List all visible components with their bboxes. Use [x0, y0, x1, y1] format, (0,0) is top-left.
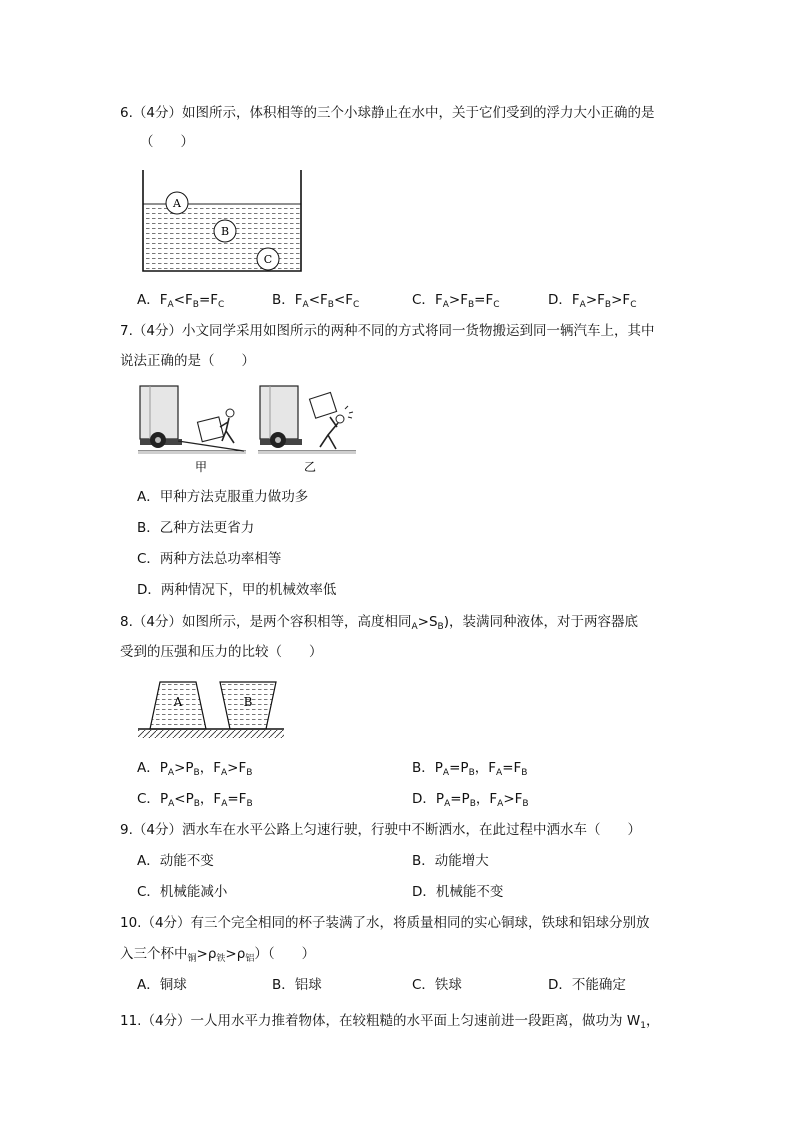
q11-stem: 11.（4分）一人用水平力推着物体，在较粗糙的水平面上匀速前进一段距离，做功为 $W_1$，	[120, 1013, 660, 1031]
q6-option-a[interactable]: A．$F_A<F_B=F_C$	[137, 292, 225, 310]
q7-option-b[interactable]: B．乙种方法更省力	[137, 520, 255, 536]
q6-option-d[interactable]: D．$F_A>F_B>F_C$	[548, 292, 637, 310]
q10-stem-line1: 10.（4分）有三个完全相同的杯子装满了水，将质量相同的实心铜球，铁球和铝球分别放	[120, 915, 650, 931]
q9-stem: 9.（4分）洒水车在水平公路上匀速行驶，行驶中不断洒水，在此过程中洒水车（ ）	[120, 822, 641, 838]
q7-option-c[interactable]: C．两种方法总功率相等	[137, 551, 282, 567]
q7-option-a[interactable]: A．甲种方法克服重力做功多	[137, 489, 309, 505]
ground-hatching	[138, 730, 284, 738]
label-jia: 甲	[194, 460, 208, 474]
q8-option-c[interactable]: C．$P_A<P_B$，$F_A=F_B$	[137, 791, 253, 809]
ball-b	[214, 220, 236, 242]
q8-stem-line2: 受到的压强和压力的比较（ ）	[120, 644, 323, 660]
q6-option-b[interactable]: B．$F_A<F_B<F_C$	[272, 292, 360, 310]
q10-option-b[interactable]: B．铝球	[272, 977, 322, 993]
q9-option-c[interactable]: C．机械能减小	[137, 884, 228, 900]
q10-option-c[interactable]: C．铁球	[412, 977, 462, 993]
svg-text:A: A	[173, 197, 181, 210]
q9-option-a[interactable]: A．动能不变	[137, 853, 214, 869]
q9-option-b[interactable]: B．动能增大	[412, 853, 489, 869]
container-b	[220, 682, 276, 729]
q6-paren: （ ）	[140, 134, 194, 150]
q8-option-d[interactable]: D．$P_A=P_B$，$F_A>F_B$	[412, 791, 529, 809]
q8-stem-line1: 8.（4分）如图所示，是两个容积相等，高度相同$_A>S_B$)，装满同种液体，对于两容器底	[120, 614, 639, 632]
q6-figure-beaker	[140, 166, 306, 276]
container-a	[150, 682, 206, 729]
q7-figure-truck-loading	[138, 383, 360, 479]
svg-text:A: A	[173, 695, 183, 709]
q10-option-a[interactable]: A．铜球	[137, 977, 187, 993]
svg-text:B: B	[243, 695, 253, 709]
q10-option-d[interactable]: D．不能确定	[548, 977, 626, 993]
svg-text:B: B	[220, 225, 230, 238]
q7-option-d[interactable]: D．两种情况下，甲的机械效率低	[137, 582, 337, 598]
q8-figure-containers	[138, 677, 286, 743]
q6-stem: 6.（4分）如图所示，体积相等的三个小球静止在水中，关于它们受到的浮力大小正确的是	[120, 105, 655, 121]
q6-option-c[interactable]: C．$F_A>F_B=F_C$	[412, 292, 500, 310]
q8-option-b[interactable]: B．$P_A=P_B$，$F_A=F_B$	[412, 760, 528, 778]
label-yi: 乙	[303, 460, 317, 474]
svg-text:C: C	[263, 253, 273, 266]
q7-stem-line2: 说法正确的是（ ）	[120, 353, 255, 369]
ball-c	[257, 248, 279, 270]
q7-stem-line1: 7.（4分）小文同学采用如图所示的两种不同的方式将同一货物搬运到同一辆汽车上，其中	[120, 323, 655, 339]
q10-stem-line2: 入三个杯中$_铜>\rho_铁>\rho_铝$）（ ）	[120, 946, 316, 964]
q8-option-a[interactable]: A．$P_A>P_B$，$F_A>F_B$	[137, 760, 253, 778]
q9-option-d[interactable]: D．机械能不变	[412, 884, 504, 900]
ball-a	[166, 192, 188, 214]
